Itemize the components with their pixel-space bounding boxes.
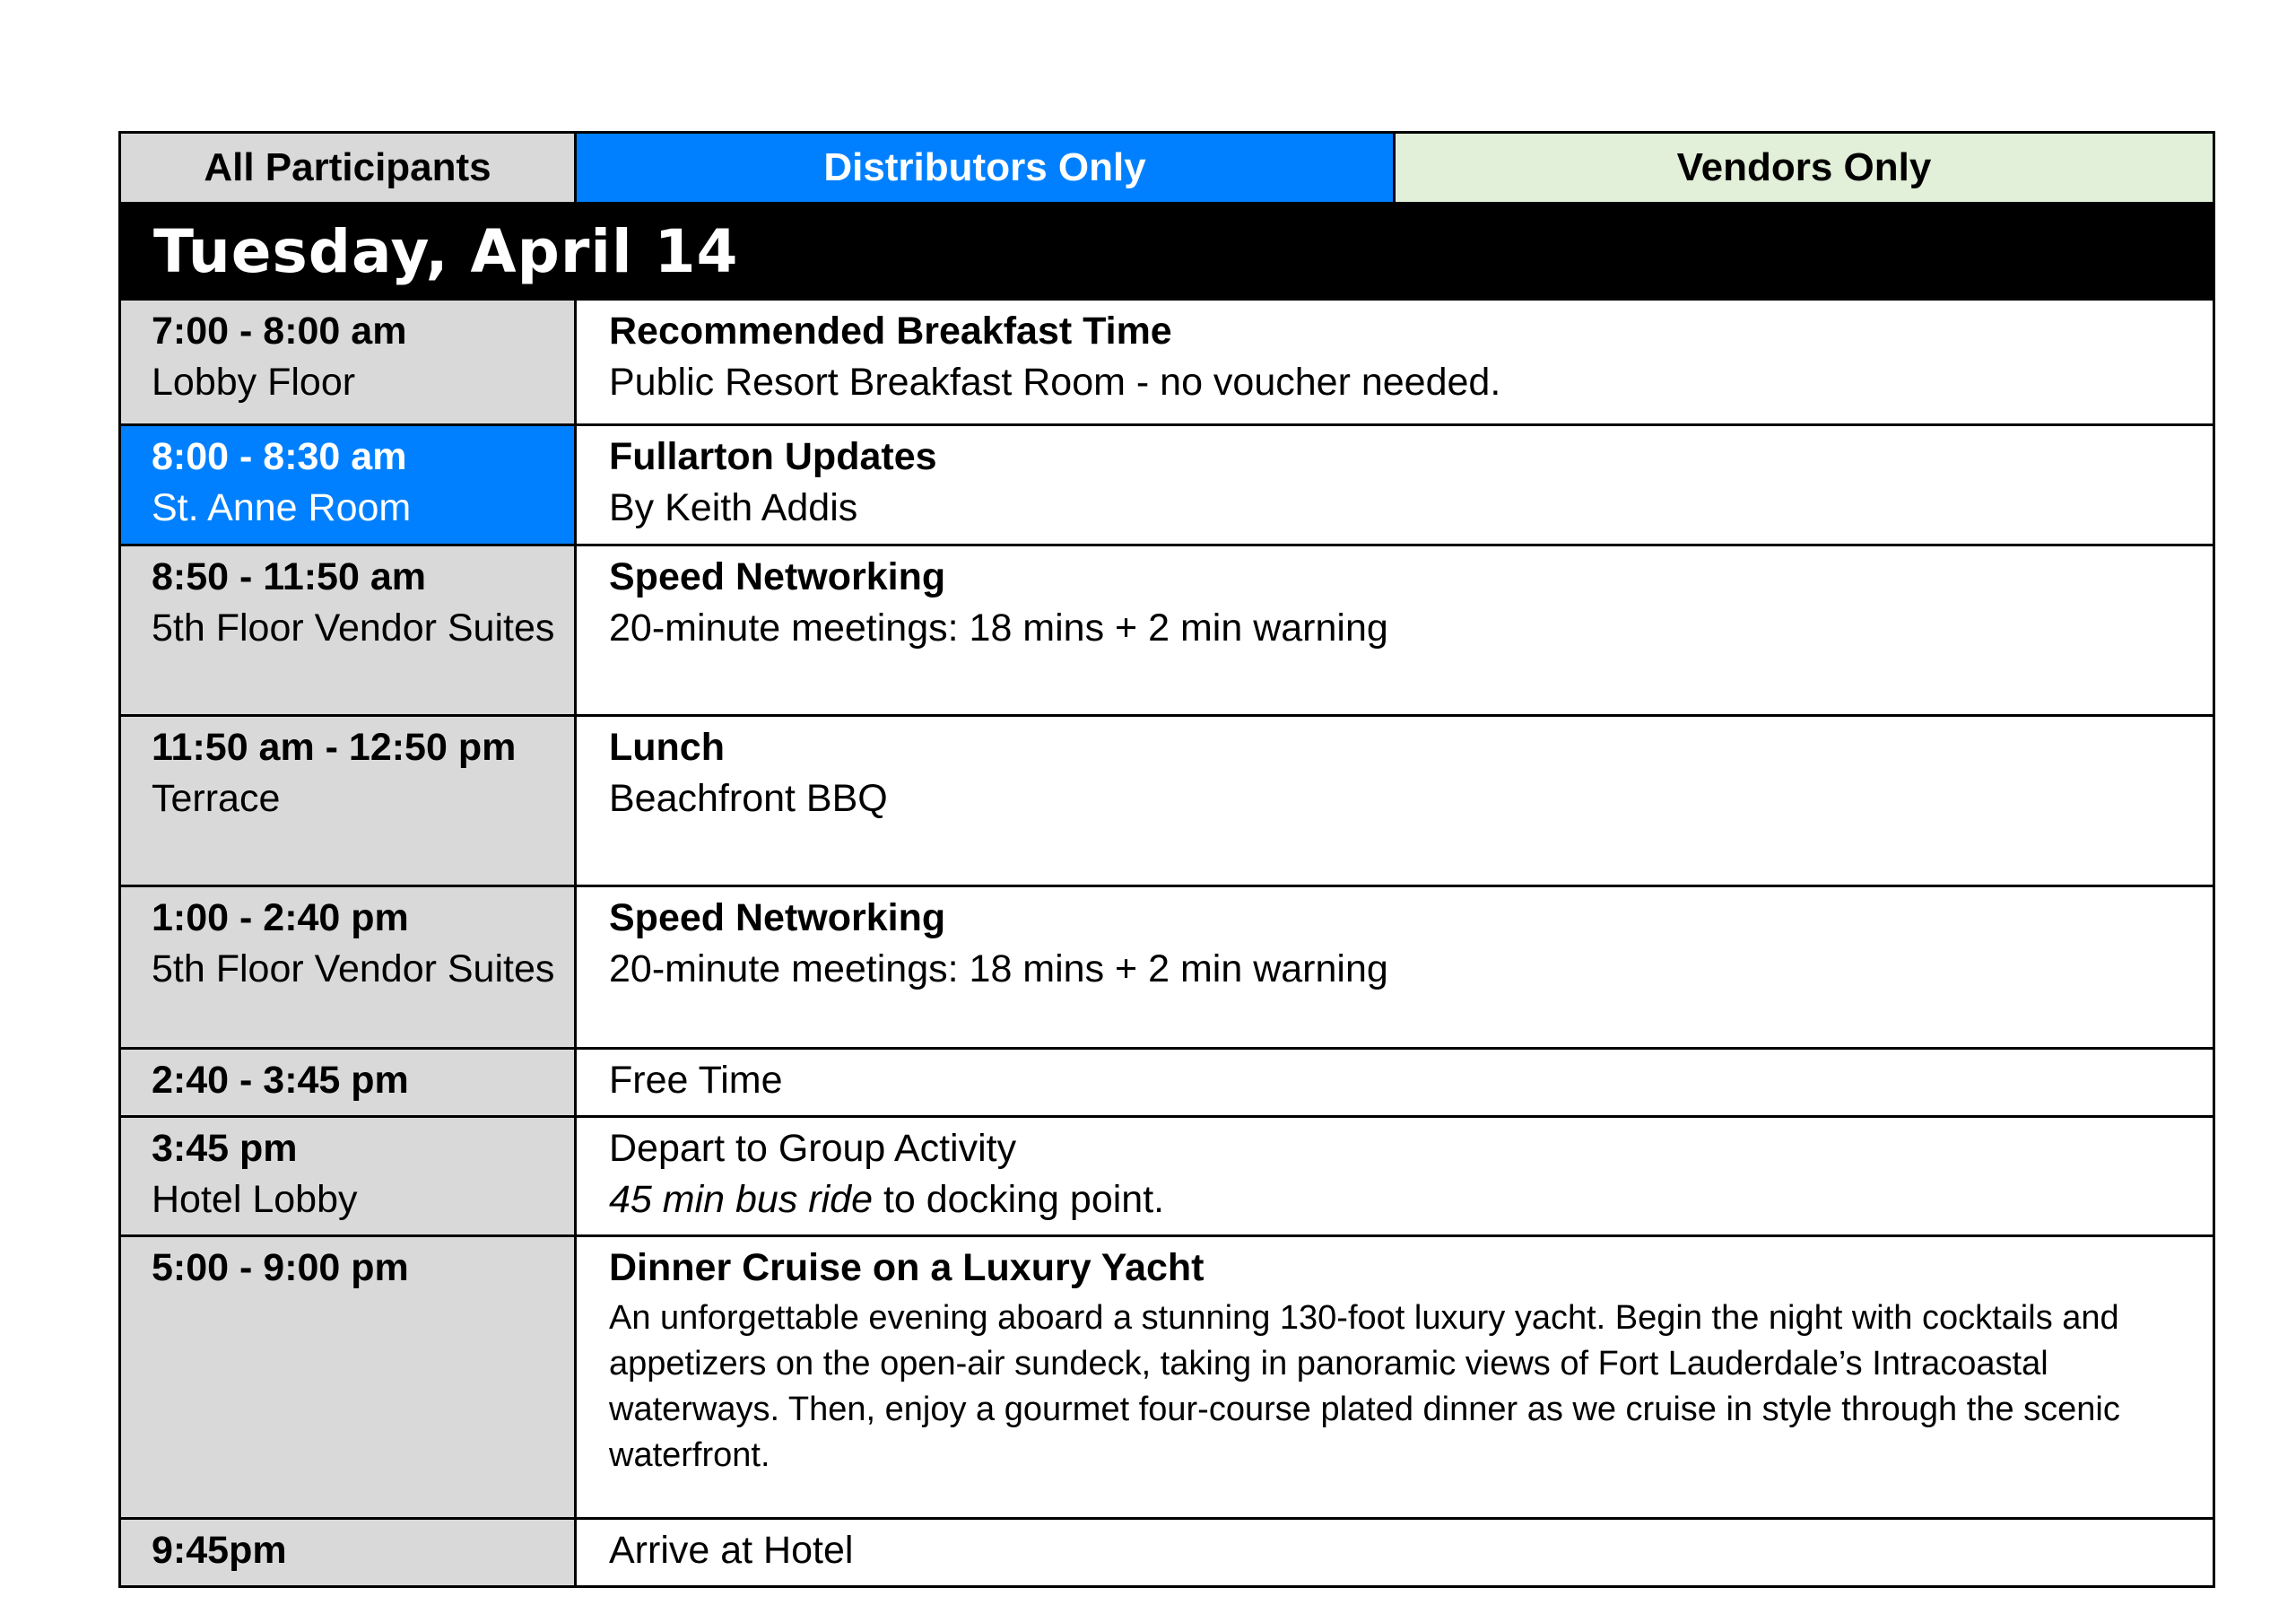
event-title: Speed Networking <box>609 555 946 598</box>
event-title: Speed Networking <box>609 896 946 939</box>
time-cell-distributors <box>120 425 576 545</box>
event-location: St. Anne Room <box>152 486 412 529</box>
event-location: Terrace <box>152 777 281 820</box>
schedule-row <box>120 1117 2214 1236</box>
event-title: Fullarton Updates <box>609 435 937 478</box>
event-cell <box>576 1236 2214 1519</box>
event-text: Depart to Group Activity <box>609 1127 1017 1170</box>
event-note-rest: to docking point. <box>873 1178 1165 1221</box>
event-time: 8:50 - 11:50 am <box>152 555 426 598</box>
time-cell <box>120 1519 576 1587</box>
legend-row <box>120 133 2214 204</box>
event-cell <box>576 716 2214 886</box>
event-description: 20-minute meetings: 18 mins + 2 min warning <box>609 606 1388 650</box>
event-location: 5th Floor Vendor Suites <box>152 606 555 650</box>
event-text: Free Time <box>609 1059 783 1102</box>
event-time: 3:45 pm <box>152 1127 298 1170</box>
event-cell <box>576 1519 2214 1587</box>
event-location: Hotel Lobby <box>152 1178 358 1221</box>
event-cell <box>576 1117 2214 1236</box>
time-cell <box>120 886 576 1049</box>
time-cell <box>120 1117 576 1236</box>
day-header-row <box>120 204 2214 300</box>
event-long-description: An unforgettable evening aboard a stunning 130-foot luxury yacht. Begin the night with cocktails and appetizers on the open-air sundeck, taking in panoramic views of Fort Lauderdale’s Intracoastal waterways. Then, enjoy a gourmet four-course plated dinner as we cruise in style through the scenic waterfront. <box>609 1299 2120 1474</box>
schedule-row <box>120 716 2214 886</box>
event-title: Lunch <box>609 726 725 769</box>
schedule-row <box>120 545 2214 716</box>
event-cell <box>576 545 2214 716</box>
day-header <box>120 204 2214 300</box>
time-cell <box>120 300 576 425</box>
event-description: Beachfront BBQ <box>609 777 888 820</box>
schedule-table <box>118 131 2215 1588</box>
event-time: 9:45pm <box>152 1529 287 1572</box>
event-time: 8:00 - 8:30 am <box>152 435 407 478</box>
event-description: 20-minute meetings: 18 mins + 2 min warning <box>609 947 1388 990</box>
event-location: 5th Floor Vendor Suites <box>152 947 555 990</box>
event-text: Arrive at Hotel <box>609 1529 854 1572</box>
schedule-row <box>120 1236 2214 1519</box>
time-cell <box>120 716 576 886</box>
event-description: By Keith Addis <box>609 486 858 529</box>
event-italic-note: 45 min bus ride <box>609 1178 873 1221</box>
event-description <box>609 1174 2204 1226</box>
event-time: 11:50 am - 12:50 pm <box>152 726 517 769</box>
event-cell <box>576 1049 2214 1117</box>
legend-vendors-only: Vendors Only <box>1395 133 2214 204</box>
event-time: 7:00 - 8:00 am <box>152 310 407 353</box>
schedule-row <box>120 300 2214 425</box>
time-cell <box>120 545 576 716</box>
schedule-row <box>120 1049 2214 1117</box>
event-time: 1:00 - 2:40 pm <box>152 896 409 939</box>
time-cell <box>120 1236 576 1519</box>
event-time: 5:00 - 9:00 pm <box>152 1246 409 1289</box>
event-cell <box>576 300 2214 425</box>
event-title: Recommended Breakfast Time <box>609 310 1172 353</box>
event-cell <box>576 425 2214 545</box>
legend-distributors-only: Distributors Only <box>576 133 1395 204</box>
time-cell <box>120 1049 576 1117</box>
schedule-row <box>120 425 2214 545</box>
legend-all-participants: All Participants <box>120 133 576 204</box>
event-description: Public Resort Breakfast Room - no voucher needed. <box>609 361 1501 404</box>
event-location: Lobby Floor <box>152 361 356 404</box>
schedule-row <box>120 1519 2214 1587</box>
event-cell <box>576 886 2214 1049</box>
event-time: 2:40 - 3:45 pm <box>152 1059 409 1102</box>
event-title: Dinner Cruise on a Luxury Yacht <box>609 1246 1205 1289</box>
day-title: Tuesday, April 14 <box>153 216 739 286</box>
schedule-row <box>120 886 2214 1049</box>
